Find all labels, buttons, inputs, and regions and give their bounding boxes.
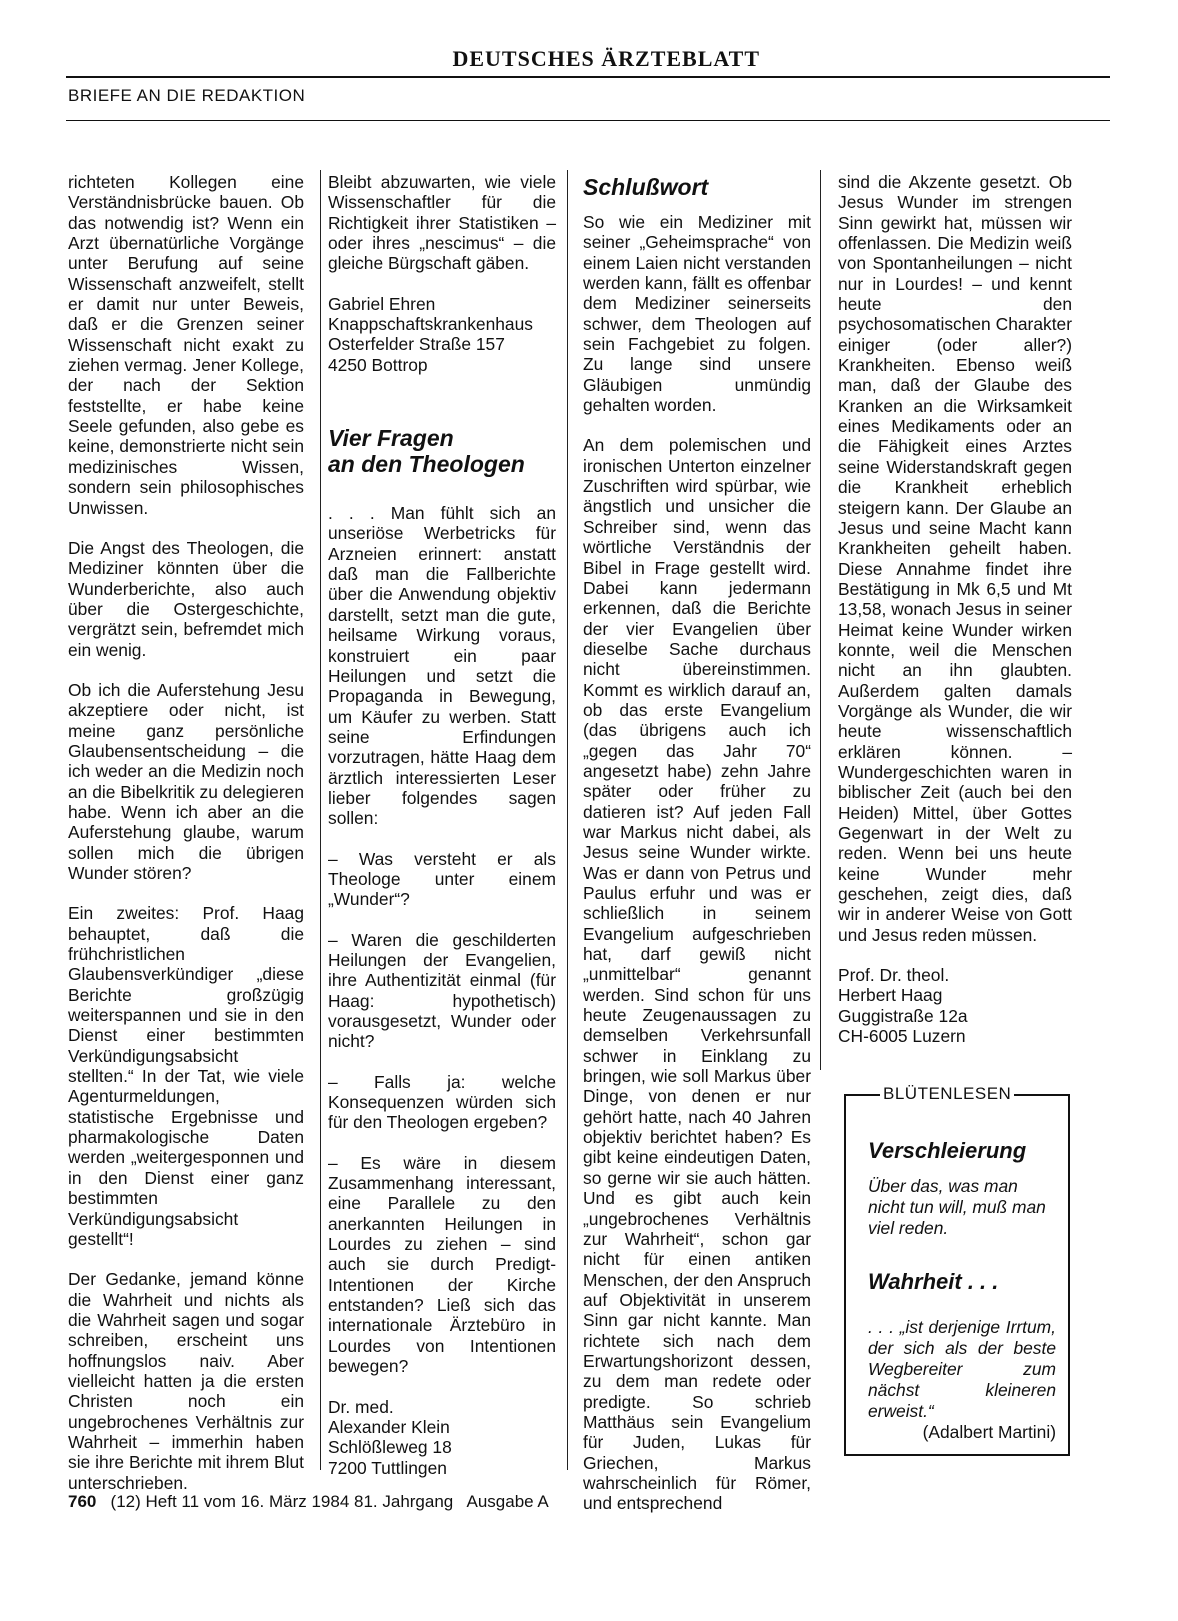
signature-line: Prof. Dr. theol. <box>838 965 950 986</box>
heading-line: an den Theologen <box>328 451 525 478</box>
question: – Falls ja: welche Konsequenzen würden sich für den Theologen ergeben? <box>328 1071 556 1133</box>
paragraph: An dem polemischen und ironischen Unterton einzelner Zuschriften wird spürbar, wie ängstlich und unsicher die Schreiber sind, wenn das wörtliche Verständnis der Bibel in Frage gestellt wird. Dabei kann jedermann erkennen, daß die Berichte der vier Evangelien über dieselbe Sache durchaus nicht übereinstimmen. Kommt es wirklich darauf an, ob das erste Evangelium (das übrigens auch ich „gegen das Jahr 70“ angesetzt habe) zehn Jahre später oder früher zu datieren ist? Auf jeden Fall war Markus nicht dabei, als Jesus seine Wunder wirkte. Was er dann von Petrus und Paulus erfuhr und was er schließlich in seinem Evangelium aufgeschrieben hat, darf gewiß nicht „unmittelbar“ genannt werden. Sind schon für uns heute Zeugenaussagen zu demselben Verkehrsunfall schwer in Einklang zu bringen, wie soll Markus über Dinge, von denen er nur gehört hatte, nach 40 Jahren objektiv berichtet haben? Es gibt keine eindeutigen Daten, so gerne wir sie auch hätten. Und es gibt auch kein „ungebrochenes Verhältnis zur Wahrheit“, schon gar nicht für einen antiken Menschen, der den Anspruch auf Objektivität in unserem Sinn gar nicht kannte. Man richtete sich nach dem Erwartungshorizont dessen, zu dem man redete oder predigte. So schrieb Matthäus sein Evangelium für Juden, Lukas für Griechen, Markus wahrscheinlich für Römer, und entsprechend <box>583 435 811 1514</box>
masthead <box>66 40 1110 78</box>
box-label: BLÜTENLESEN <box>880 1084 1014 1104</box>
article-heading <box>328 425 556 477</box>
signature-line: Schlößleweg 18 <box>328 1437 452 1458</box>
page-footer <box>68 1492 549 1512</box>
column-3 <box>583 172 811 1534</box>
box-heading: Wahrheit . . . <box>868 1269 999 1294</box>
signature-line: Osterfelder Straße 157 <box>328 334 505 355</box>
paragraph: richteten Kollegen eine Verständnisbrücke bauen. Ob das notwendig ist? Wenn ein Arzt übernatürliche Vorgänge unter Berufung auf seine Wissenschaft anzweifelt, stellt er damit nur unter Beweis, daß er die Grenzen seiner Wissenschaft nicht exakt zu ziehen vermag. Jener Kollege, der nach der Sektion feststellte, er habe keine Seele gefunden, also gebe es keine, demonstrierte nicht sein medizinisches Wissen, sondern sein philosophisches Unwissen. <box>68 172 304 518</box>
signature-line: Dr. med. <box>328 1396 394 1417</box>
signature-line: Alexander Klein <box>328 1416 450 1437</box>
signature-haag <box>838 965 1072 1046</box>
signature-klein <box>328 1397 556 1478</box>
column-1 <box>68 172 304 1513</box>
signature-line: Gabriel Ehren <box>328 293 436 314</box>
signature-line: Herbert Haag <box>838 985 943 1006</box>
signature-line: 7200 Tuttlingen <box>328 1457 447 1478</box>
question: – Was versteht er als Theologe unter einem „Wunder“? <box>328 848 556 910</box>
paragraph: . . . Man fühlt sich an unseriöse Werbetricks für Arzneien erinnert: anstatt daß man die Fallberichte über die Anwendung objektiv darstellt, setzt man die gute, heilsame Wirkung voraus, konstruiert ein paar Heilungen und setzt die Propaganda in Bewegung, um Käufer zu werben. Statt seine Erfindungen vorzutragen, hätte Haag dem ärztlich interessierten Leser lieber folgendes sagen sollen: <box>328 503 556 829</box>
signature-ehren <box>328 294 556 375</box>
paragraph: Ein zweites: Prof. Haag behauptet, daß die frühchristlichen Glaubensverkündiger „diese Berichte großzügig weiterspannen und sie in den Dienst einer bestimmten Verkündigungsabsicht stellten.“ In der Tat, wie viele Agenturmeldungen, statistische Ergebnisse und pharmakologische Daten werden „weitergesponnen und in den Dienst einer ganz bestimmten Verkündigungsabsicht gestellt“! <box>68 903 304 1249</box>
question: – Waren die geschilderten Heilungen der Evangelien, ihre Authentizität einmal (für Haag: hypothetisch) vorausgesetzt, Wunder oder nicht? <box>328 929 556 1052</box>
article-heading: Schlußwort <box>583 174 709 200</box>
journal-title: DEUTSCHES ÄRZTEBLATT <box>452 46 760 71</box>
section-label: BRIEFE AN DIE REDAKTION <box>68 86 306 105</box>
column-2 <box>328 172 556 1498</box>
paragraph: So wie ein Mediziner mit seiner „Geheimsprache“ von einem Laien nicht verstanden werden kann, fällt es offenbar dem Mediziner seinerseits schwer, dem Theologen auf sein Fachgebiet zu folgen. Zu lange sind unsere Gläubigen unmündig gehalten worden. <box>583 212 811 416</box>
paragraph: sind die Akzente gesetzt. Ob Jesus Wunder im strengen Sinn gewirkt hat, müssen wir offenlassen. Die Medizin weiß von Spontanheilungen – nicht nur in Lourdes! – und kennt heute den psychosomatischen Charakter einiger (oder aller?) Krankheiten. Ebenso weiß man, daß der Glaube des Kranken an die Wirksamkeit eines Medikaments oder an die Fähigkeit eines Arztes seine Widerstandskraft gegen die Krankheit erheblich steigern kann. Der Glaube an Jesus und seine Macht kann Krankheiten geheilt haben. Diese Annahme findet ihre Bestätigung in Mk 6,5 und Mt 13,58, wonach Jesus in seiner Heimat keine Wunder wirken konnte, weil die Menschen nicht an ihn glaubten. Außerdem galten damals Vorgänge als Wunder, die wir heute wissenschaftlich erklären können. – Wundergeschichten waren in biblischer Zeit (auch bei den Heiden) Mittel, über Gottes Gegenwart in der Welt zu reden. Wenn bei uns heute keine Wunder mehr geschehen, zeigt dies, daß wir in anderer Weise von Gott und Jesus reden müssen. <box>838 172 1072 945</box>
column-4 <box>838 172 1072 1066</box>
box-attribution: (Adalbert Martini) <box>922 1422 1056 1442</box>
signature-line: CH-6005 Luzern <box>838 1026 966 1047</box>
paragraph: Der Gedanke, jemand könne die Wahrheit und nichts als die Wahrheit sagen und sogar schreiben, erscheint uns hoffnungslos naiv. Aber vielleicht hatten ja die ersten Christen noch ein ungebrochenes Verhältnis zur Wahrheit – immerhin haben sie ihre Berichte mit ihrem Blut unterschrieben. <box>68 1269 304 1493</box>
signature-line: Knappschaftskrankenhaus <box>328 314 533 335</box>
column-divider <box>820 170 821 1070</box>
question: – Es wäre in diesem Zusammenhang interessant, eine Parallele zu den anerkannten Heilungen in Lourdes zu ziehen – sind auch sie durch Predigt-Intentionen der Kirche entstanden? Ließ sich das internationale Ärztebüro in Lourdes von Intentionen bewegen? <box>328 1152 556 1377</box>
signature-line: Guggistraße 12a <box>838 1005 968 1026</box>
column-divider <box>567 170 568 1470</box>
box-quote: Über das, was man nicht tun will, muß man viel reden. <box>868 1176 1046 1238</box>
page-number: 760 <box>68 1492 97 1511</box>
paragraph: Bleibt abzuwarten, wie viele Wissenschaftler für die Richtigkeit ihrer Statistiken – oder ihres „nescimus“ – die gleiche Bürgschaft gäben. <box>328 172 556 274</box>
box-heading: Verschleierung <box>868 1138 1027 1163</box>
edition: Ausgabe A <box>466 1492 549 1511</box>
signature-line: 4250 Bottrop <box>328 354 428 375</box>
heading-line: Vier Fragen <box>328 425 454 452</box>
issue-info: (12) Heft 11 vom 16. März 1984 81. Jahrgang <box>110 1492 454 1511</box>
paragraph: Die Angst des Theologen, die Mediziner könnten über die Wunderberichte, also auch über die Ostergeschichte, vergrätzt sein, befremdet mich ein wenig. <box>68 537 304 660</box>
paragraph: Ob ich die Auferstehung Jesu akzeptiere oder nicht, ist meine ganz persönliche Glaubensentscheidung – die ich weder an die Medizin noch an die Bibelkritik zu delegieren habe. Wenn ich aber an die Auferstehung glaube, warum sollen mich die übrigen Wunder stören? <box>68 679 304 883</box>
column-divider <box>320 170 321 1470</box>
box-quote: . . . „ist derjenige Irrtum, der sich als der beste Wegbereiter zum nächst kleineren erweist.“ <box>868 1317 1056 1421</box>
bluetenlesen-box <box>844 1084 1070 1456</box>
section-divider <box>66 120 1110 121</box>
